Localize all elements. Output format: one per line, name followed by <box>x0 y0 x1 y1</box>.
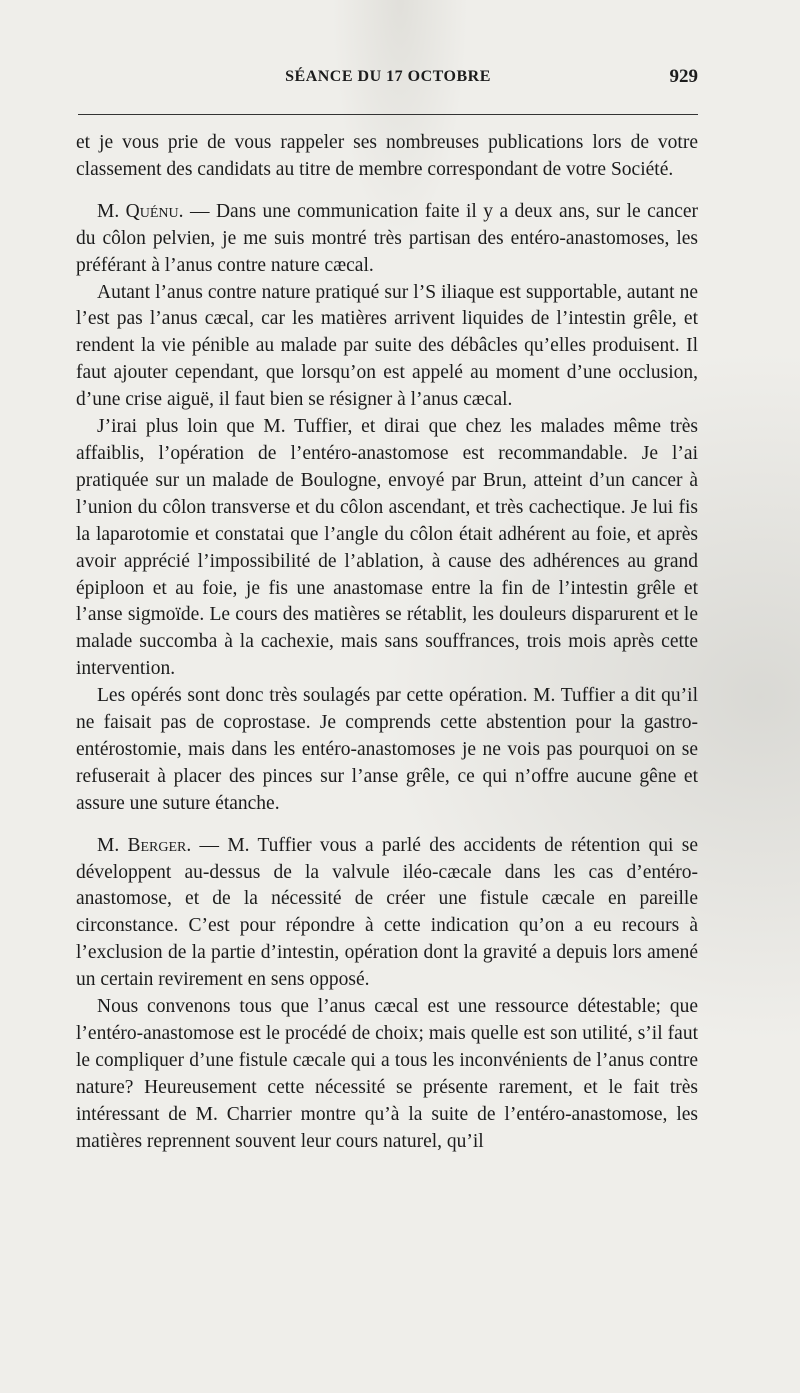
paragraph-text: J’irai plus loin que M. Tuffier, et dirai que chez les malades même très affaiblis, l’opération de l’entéro-anastomose est recommandable. Je l’ai pratiquée sur un malade de Boulogne, envoyé par Brun, atteint d’un cancer à l’union du côlon transverse et du côlon ascendant, et très cachectique. Je lui fis la laparotomie et constatai que l’angle du côlon était adhérent au foie, et après avoir apprécié l’impossibilité de l’ablation, à cause des adhérences au grand épiploon et au foie, je fis une anastomase entre la fin de l’intestin grêle et l’anse sigmoïde. Le cours des matières se rétablit, les douleurs disparurent et le malade succomba à la cachexie, mais sans souffrances, trois mois après cette intervention. <box>76 416 698 680</box>
body-text <box>76 130 698 1156</box>
paragraph-text: Les opérés sont donc très soulagés par cette opération. M. Tuffier a dit qu’il ne faisait pas de coprostase. Je comprends cette abstention pour la gastro-entérostomie, mais dans les entéro-anastomoses je ne vois pas pourquoi on se refuserait à placer des pinces sur l’anse grêle, ce qui n’offre aucune gêne et assure une suture étanche. <box>76 685 698 814</box>
paragraph-text: Autant l’anus contre nature pratiqué sur l’S iliaque est supportable, autant ne l’est pas l’anus cæcal, car les matières arrivent liquides de l’intestin grêle, et rendent la vie pénible au malade par suite des débâcles qu’elles produisent. Il faut ajouter cependant, que lorsqu’on est appelé au moment d’une occlusion, d’une crise aiguë, il faut bien se résigner à l’anus cæcal. <box>76 281 698 411</box>
header-rule <box>78 114 698 115</box>
paragraph-continuation <box>76 130 698 184</box>
page-number: 929 <box>669 66 698 87</box>
paragraph-anus-caecal <box>76 280 698 415</box>
paragraph-quenu-intro <box>76 199 698 280</box>
paragraph-coprostase <box>76 683 698 818</box>
page-header <box>78 68 698 96</box>
paragraph-berger-intro <box>76 833 698 994</box>
paragraph-text: — M. Tuffier vous a parlé des accidents de rétention qui se développent au-dessus de la valvule iléo-cæcale dans les cas d’entéro-anastomose, et de la nécessité de créer une fistule cæcale en pareille circonstance. C’est pour répondre à cette indication qu’on a eu recours à l’exclusion de la partie d’intestin, opération dont la gravité a depuis lors amené un certain revirement en sens opposé. <box>76 834 698 991</box>
running-head: SÉANCE DU 17 OCTOBRE <box>285 68 491 85</box>
speaker-name: M. Quénu. <box>97 200 184 222</box>
paragraph-case-report <box>76 414 698 683</box>
speaker-name: M. Berger. <box>97 834 192 856</box>
paragraph-text: Nous convenons tous que l’anus cæcal est une ressource détestable; que l’entéro-anastomose est le procédé de choix; mais quelle est son utilité, s’il faut le compliquer d’une fistule cæcale qui a tous les inconvénients de l’anus contre nature? Heureusement cette nécessité se présente rarement, et le fait très intéressant de M. Charrier montre qu’à la suite de l’entéro-anastomose, les matières reprennent souvent leur cours naturel, qu’il <box>76 996 698 1152</box>
paragraph-text: — Dans une communication faite il y a deux ans, sur le cancer du côlon pelvien, je me suis montré très partisan des entéro-anastomoses, les préférant à l’anus contre nature cæcal. <box>76 200 698 276</box>
paragraph-fistule-caecale <box>76 994 698 1155</box>
paragraph-text: et je vous prie de vous rappeler ses nombreuses publications lors de votre classement des candidats au titre de membre correspondant de votre Société. <box>76 132 698 180</box>
